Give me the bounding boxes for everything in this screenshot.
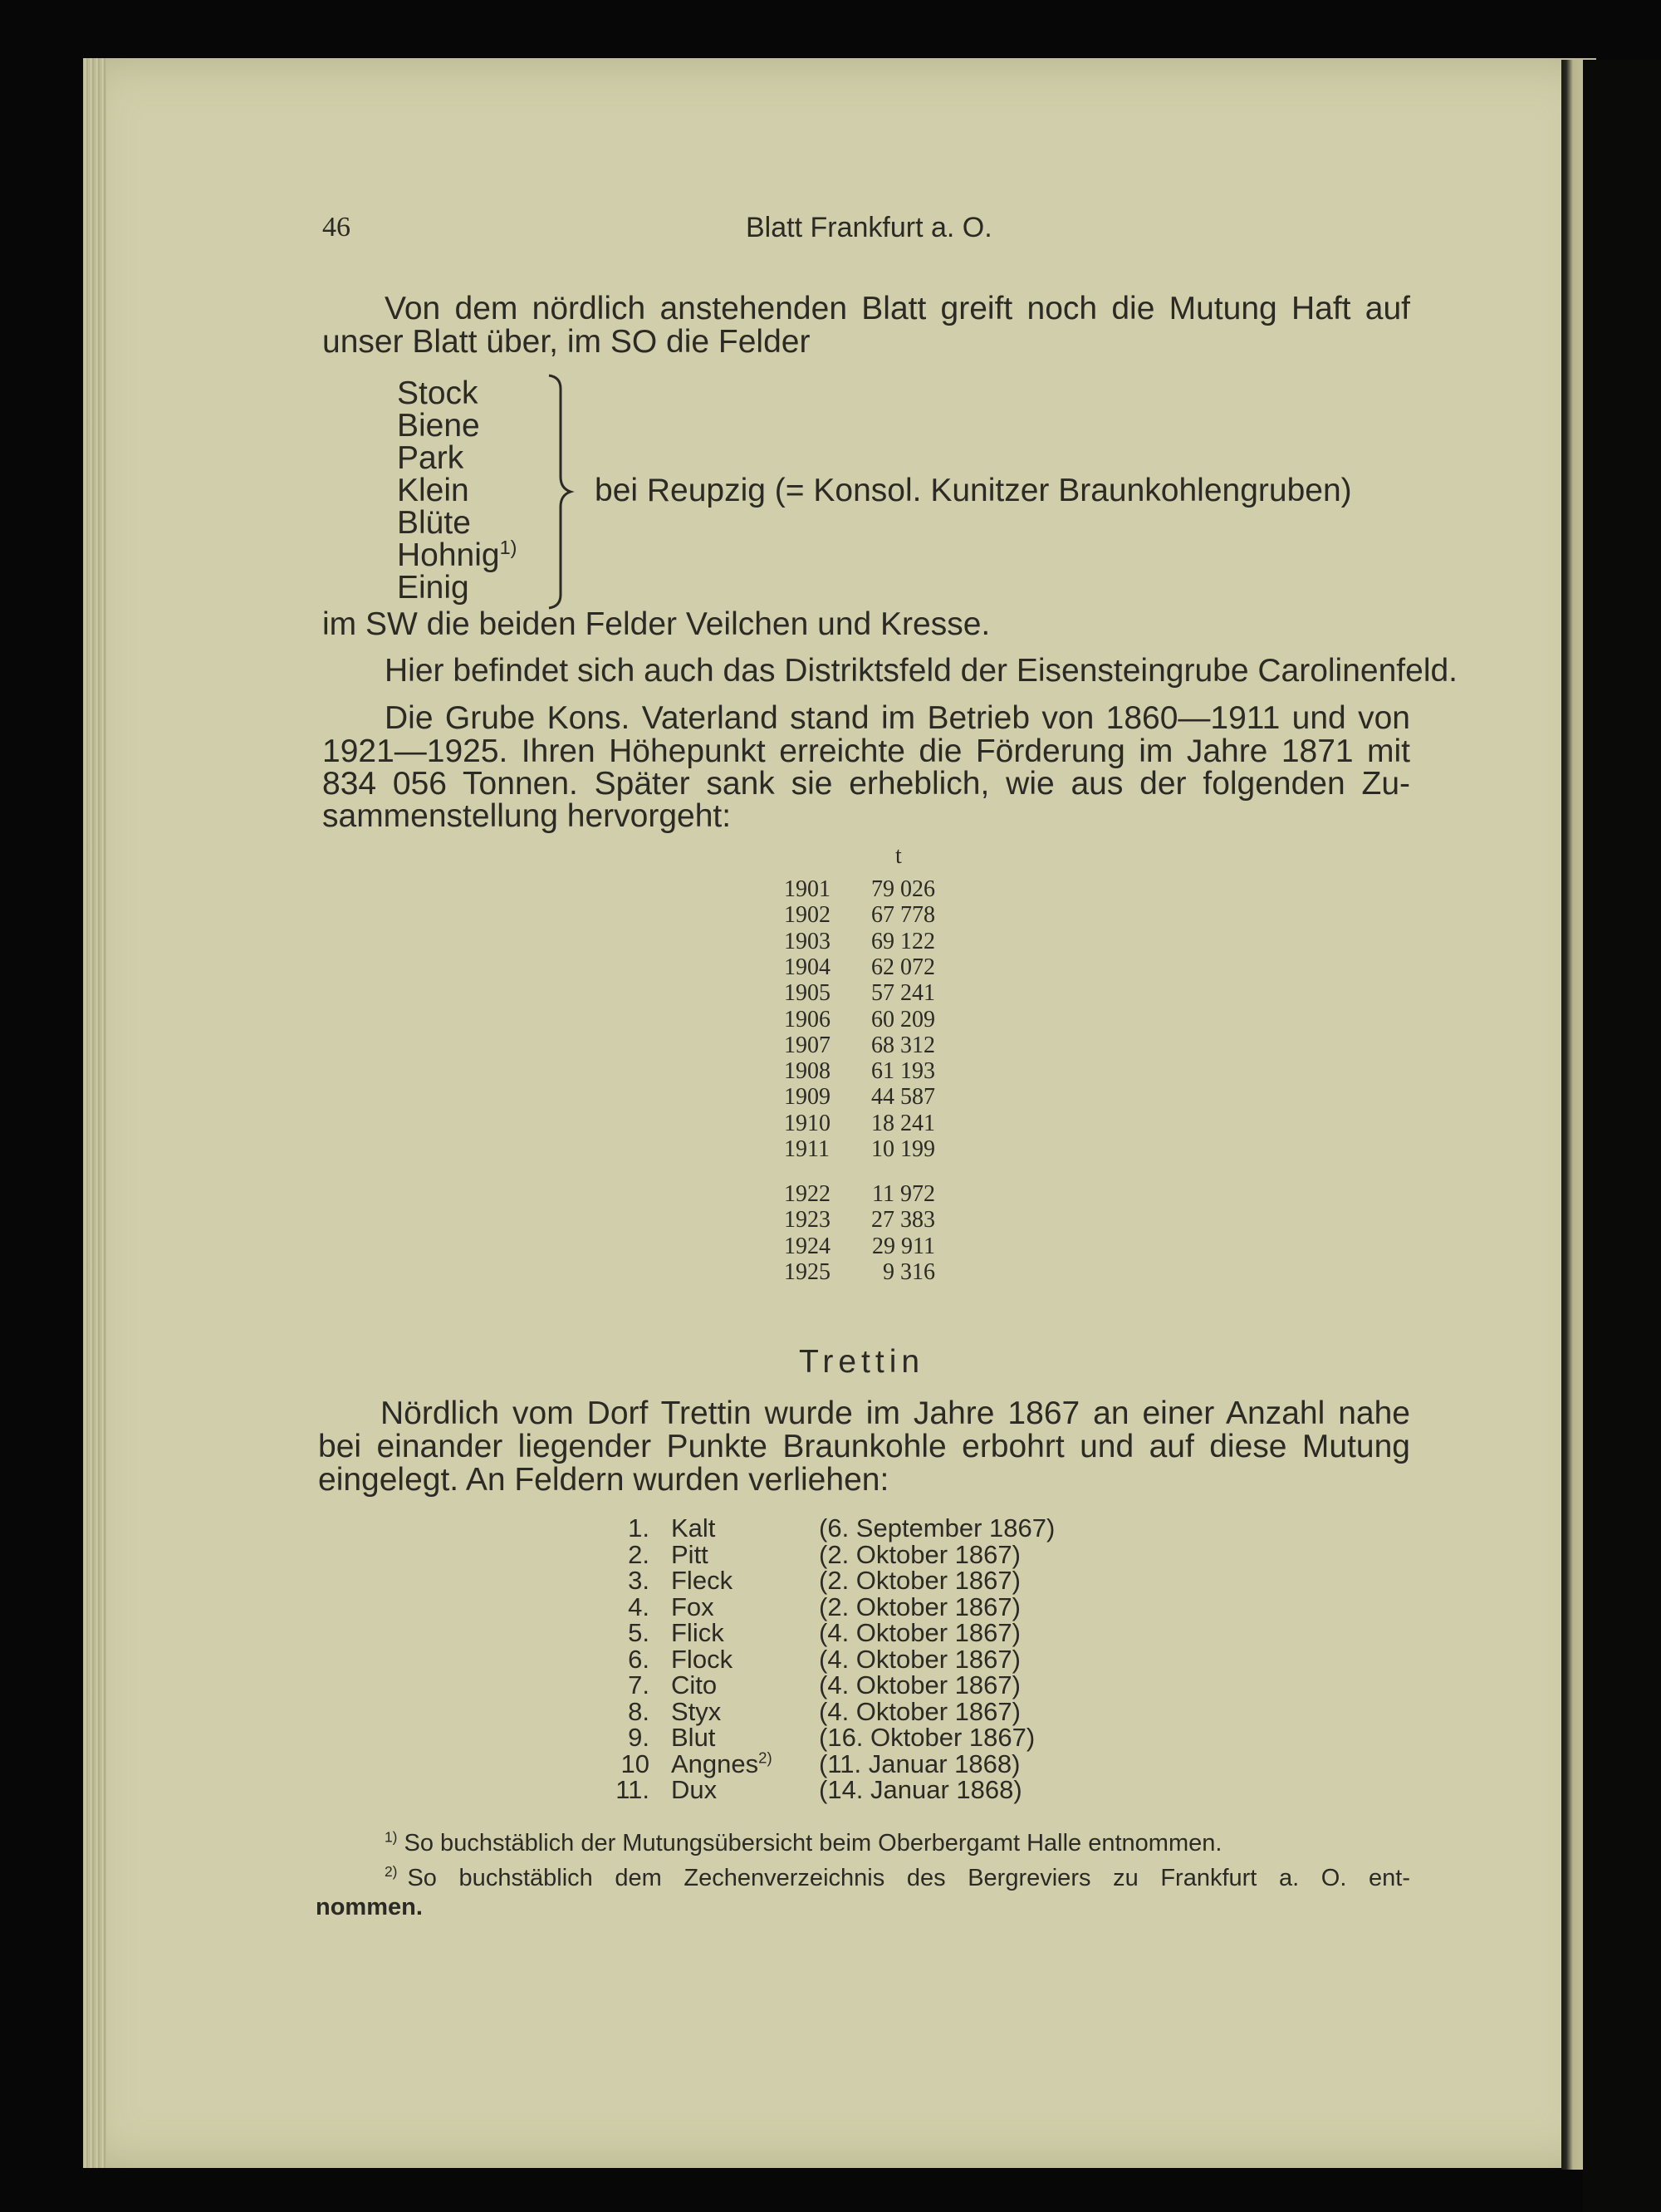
list-item-number: 2.	[628, 1539, 649, 1569]
table-year: 1922	[784, 1181, 830, 1207]
table-tonnage: 29 911	[872, 1233, 935, 1259]
paragraph-sw: im SW die beiden Felder Veilchen und Kresse.	[322, 606, 991, 642]
list-item-field-name: Flock	[671, 1644, 733, 1674]
footnote-ref-1: 1)	[499, 537, 517, 558]
table-tonnage: 68 312	[871, 1032, 935, 1058]
footnote-2-line-1: 2) So buchstäblich dem Zechenverzeichnis des Bergreviers zu Frankfurt a. O. ent-	[385, 1863, 1410, 1891]
list-item-number: 10	[620, 1749, 649, 1778]
paragraph-grube-line-4: sammenstellung hervorgeht:	[322, 798, 732, 834]
list-item-date: (16. Oktober 1867)	[819, 1723, 1036, 1752]
page-stack-edges	[83, 58, 106, 2168]
field-name: Einig	[397, 570, 469, 606]
table-tonnage: 67 778	[871, 902, 935, 929]
list-item-field-name: Styx	[671, 1696, 722, 1726]
table-tonnage: 9 316	[883, 1258, 935, 1285]
paragraph-grube-line-1: Die Grube Kons. Vaterland stand im Betrieb von 1860—1911 und von	[385, 700, 1410, 736]
list-item-number: 9.	[628, 1723, 649, 1752]
table-tonnage: 57 241	[871, 980, 935, 1007]
field-name-hohnig: Hohnig$^{1)}$	[397, 537, 517, 573]
list-item-number: 7.	[628, 1670, 649, 1699]
paragraph-grube-line-3: 834 056 Tonnen. Später sank sie erheblich, wie aus der folgenden Zu-	[322, 766, 1410, 802]
list-item-field-name: Kalt	[671, 1513, 716, 1543]
list-item-date: (6. September 1867)	[819, 1513, 1056, 1543]
list-item-number: 1.	[628, 1513, 649, 1543]
table-year: 1909	[784, 1084, 830, 1111]
table-tonnage: 10 199	[871, 1136, 935, 1162]
footnote-2-line-2: nommen.	[316, 1894, 423, 1920]
list-item-date: (11. Januar 1868)	[819, 1749, 1021, 1778]
list-item-field-name: Fox	[671, 1592, 714, 1621]
table-tonnage: 11 972	[872, 1181, 935, 1207]
list-item-field-name: Blut	[671, 1723, 716, 1752]
table-year: 1901	[784, 876, 830, 902]
curly-brace-icon	[544, 374, 577, 611]
table-unit-header: t	[895, 843, 902, 869]
list-item-date: (2. Oktober 1867)	[819, 1566, 1021, 1595]
intro-line-1: Von dem nördlich anstehenden Blatt greift noch die Mutung Haft auf	[385, 291, 1410, 326]
table-year: 1905	[784, 980, 830, 1007]
table-tonnage: 79 026	[871, 876, 935, 902]
binding-shadow	[1583, 60, 1661, 2212]
list-item-date: (4. Oktober 1867)	[819, 1696, 1021, 1726]
footnote-1: $^{1)}$ So buchstäblich der Mutungsübersicht beim Oberbergamt Halle entnommen.	[385, 1828, 1222, 1856]
table-year: 1906	[784, 1006, 830, 1032]
section-heading: Trettin	[799, 1344, 925, 1380]
table-tonnage: 18 241	[871, 1110, 935, 1136]
field-name: Klein	[397, 473, 469, 508]
list-item-date: (4. Oktober 1867)	[819, 1618, 1021, 1647]
list-item-number: 5.	[628, 1618, 649, 1647]
list-item-number: 6.	[628, 1644, 649, 1674]
paragraph-hier: Hier befindet sich auch das Distriktsfeld der Eisensteingrube Carolinenfeld.	[385, 653, 1458, 689]
list-item-date: (4. Oktober 1867)	[819, 1644, 1021, 1674]
brace-annotation: bei Reupzig (= Konsol. Kunitzer Braunkohlengruben)	[595, 473, 1352, 508]
page-number: 46	[322, 212, 350, 243]
list-item-date: (2. Oktober 1867)	[819, 1539, 1021, 1569]
field-name: Biene	[397, 408, 480, 444]
list-item-number: 4.	[628, 1592, 649, 1621]
table-tonnage: 60 209	[871, 1006, 935, 1032]
trettin-line-2: bei einander liegender Punkte Braunkohle erbohrt und auf diese Mutung	[318, 1429, 1410, 1464]
table-year: 1903	[784, 928, 830, 954]
trettin-line-3: eingelegt. An Feldern wurden verliehen:	[318, 1462, 889, 1498]
list-item-field-name: Fleck	[671, 1566, 733, 1595]
list-item-date: (2. Oktober 1867)	[819, 1592, 1021, 1621]
running-title: Blatt Frankfurt a. O.	[746, 212, 992, 243]
table-year: 1907	[784, 1032, 830, 1058]
list-item-field-name: Cito	[671, 1670, 718, 1699]
table-tonnage: 69 122	[871, 928, 935, 954]
table-year: 1911	[784, 1136, 830, 1162]
table-year: 1904	[784, 954, 830, 980]
table-year: 1924	[784, 1233, 830, 1259]
list-item-number: 8.	[628, 1696, 649, 1726]
list-item-field-name: Dux	[671, 1775, 718, 1804]
table-tonnage: 61 193	[871, 1058, 935, 1085]
list-item-number: 11.	[615, 1775, 649, 1804]
field-name: Stock	[397, 375, 478, 411]
paragraph-grube-line-2: 1921—1925. Ihren Höhepunkt erreichte die Förderung im Jahre 1871 mit	[322, 733, 1410, 769]
intro-line-2: unser Blatt über, im SO die Felder	[322, 324, 811, 360]
field-name: Blüte	[397, 505, 471, 541]
table-year: 1925	[784, 1258, 830, 1285]
field-name: Park	[397, 440, 464, 476]
list-item-date: (4. Oktober 1867)	[819, 1670, 1021, 1699]
table-year: 1910	[784, 1110, 830, 1136]
table-tonnage: 27 383	[871, 1207, 935, 1234]
footnote-ref-2: 2)	[758, 1749, 772, 1767]
list-item-field-name: Angnes$^{2)}$	[671, 1749, 772, 1778]
table-tonnage: 44 587	[871, 1084, 935, 1111]
list-item-number: 3.	[628, 1566, 649, 1595]
table-year: 1902	[784, 902, 830, 929]
table-tonnage: 62 072	[871, 954, 935, 980]
list-item-field-name: Flick	[671, 1618, 724, 1647]
table-year: 1908	[784, 1058, 830, 1085]
table-year: 1923	[784, 1207, 830, 1234]
list-item-field-name: Pitt	[671, 1539, 708, 1569]
list-item-date: (14. Januar 1868)	[819, 1775, 1022, 1804]
trettin-line-1: Nördlich vom Dorf Trettin wurde im Jahre 1867 an einer Anzahl nahe	[380, 1395, 1410, 1431]
